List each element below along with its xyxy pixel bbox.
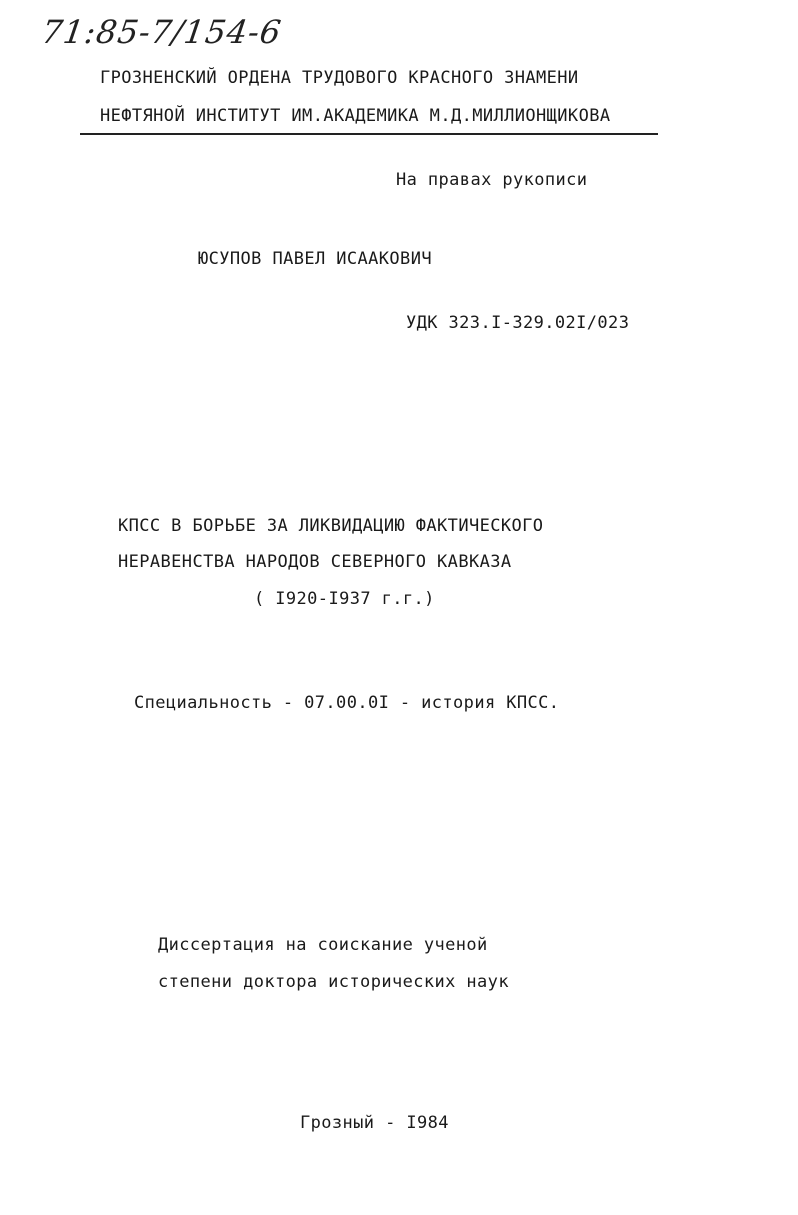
title-line-1: КПСС В БОРЬБЕ ЗА ЛИКВИДАЦИЮ ФАКТИЧЕСКОГО: [118, 516, 544, 536]
handwritten-archive-number: 71:85-7/154-6: [39, 13, 285, 51]
specialty-line: Специальность - 07.00.0I - история КПСС.: [134, 693, 560, 713]
institute-underline: [80, 133, 658, 135]
manuscript-note: На правах рукописи: [396, 170, 588, 190]
degree-line-2: степени доктора исторических наук: [158, 972, 509, 992]
institute-line-2: НЕФТЯНОЙ ИНСТИТУТ ИМ.АКАДЕМИКА М.Д.МИЛЛИОНЩИКОВА: [100, 106, 611, 126]
udc-code: УДК 323.I-329.02I/023: [406, 313, 630, 333]
degree-line-1: Диссертация на соискание ученой: [158, 935, 488, 955]
title-line-2: НЕРАВЕНСТВА НАРОДОВ СЕВЕРНОГО КАВКАЗА: [118, 552, 512, 572]
institute-line-1: ГРОЗНЕНСКИЙ ОРДЕНА ТРУДОВОГО КРАСНОГО ЗНАМЕНИ: [100, 68, 579, 88]
title-years: ( I920-I937 г.г.): [254, 589, 435, 609]
place-and-year: Грозный - I984: [300, 1113, 449, 1133]
author-name: ЮСУПОВ ПАВЕЛ ИСААКОВИЧ: [198, 249, 432, 269]
